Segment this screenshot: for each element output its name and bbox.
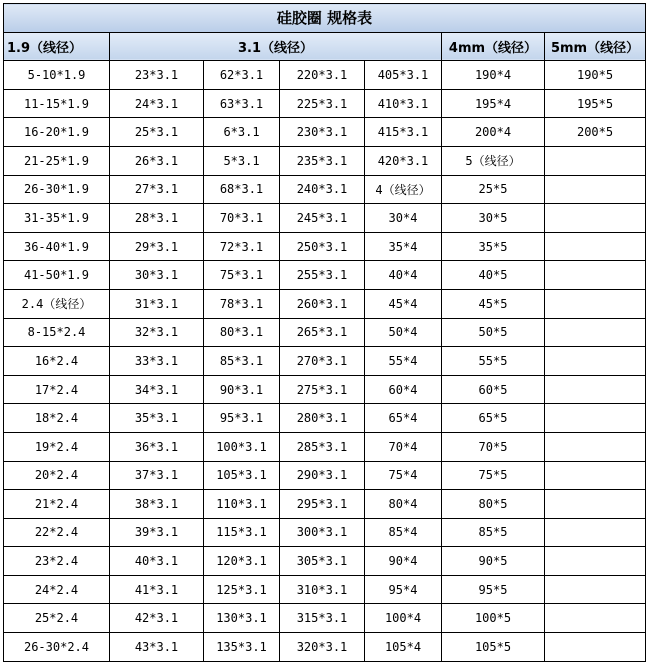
table-cell — [545, 175, 646, 204]
table-cell — [545, 547, 646, 576]
table-cell: 95*3.1 — [204, 404, 280, 433]
table-cell: 260*3.1 — [280, 289, 365, 318]
table-cell: 41-50*1.9 — [4, 261, 110, 290]
table-cell: 72*3.1 — [204, 232, 280, 261]
table-cell: 17*2.4 — [4, 375, 110, 404]
table-row — [4, 289, 646, 318]
table-cell: 220*3.1 — [280, 61, 365, 90]
table-cell — [545, 318, 646, 347]
table-cell: 305*3.1 — [280, 547, 365, 576]
table-cell — [545, 404, 646, 433]
table-cell: 50*4 — [365, 318, 442, 347]
table-cell: 225*3.1 — [280, 89, 365, 118]
table-cell: 415*3.1 — [365, 118, 442, 147]
header-5mm-wire: 5mm（线径） — [545, 32, 646, 61]
table-row — [4, 347, 646, 376]
table-cell: 80*3.1 — [204, 318, 280, 347]
table-cell: 125*3.1 — [204, 575, 280, 604]
table-cell: 35*4 — [365, 232, 442, 261]
table-cell: 405*3.1 — [365, 61, 442, 90]
table-cell: 45*5 — [442, 289, 545, 318]
table-cell: 30*3.1 — [110, 261, 204, 290]
table-row — [4, 175, 646, 204]
table-cell: 16*2.4 — [4, 347, 110, 376]
table-cell: 135*3.1 — [204, 633, 280, 662]
table-cell — [545, 461, 646, 490]
table-cell: 24*2.4 — [4, 575, 110, 604]
table-cell: 70*3.1 — [204, 204, 280, 233]
table-cell: 105*4 — [365, 633, 442, 662]
header-4mm-wire: 4mm（线径） — [442, 32, 545, 61]
table-row — [4, 232, 646, 261]
table-cell — [545, 604, 646, 633]
spec-table-wrapper — [3, 3, 646, 662]
table-cell: 11-15*1.9 — [4, 89, 110, 118]
table-cell: 40*5 — [442, 261, 545, 290]
table-cell: 120*3.1 — [204, 547, 280, 576]
table-cell: 90*3.1 — [204, 375, 280, 404]
table-cell: 30*5 — [442, 204, 545, 233]
table-cell: 70*5 — [442, 432, 545, 461]
table-row — [4, 432, 646, 461]
table-row — [4, 146, 646, 175]
table-cell: 290*3.1 — [280, 461, 365, 490]
table-cell — [545, 146, 646, 175]
table-cell: 37*3.1 — [110, 461, 204, 490]
table-cell: 41*3.1 — [110, 575, 204, 604]
table-cell: 200*4 — [442, 118, 545, 147]
table-cell: 90*4 — [365, 547, 442, 576]
table-cell: 25*2.4 — [4, 604, 110, 633]
table-row — [4, 404, 646, 433]
table-cell: 85*5 — [442, 518, 545, 547]
table-cell: 245*3.1 — [280, 204, 365, 233]
table-cell: 200*5 — [545, 118, 646, 147]
table-cell: 130*3.1 — [204, 604, 280, 633]
table-cell: 21-25*1.9 — [4, 146, 110, 175]
table-row — [4, 461, 646, 490]
table-cell: 230*3.1 — [280, 118, 365, 147]
table-row — [4, 375, 646, 404]
table-cell: 5-10*1.9 — [4, 61, 110, 90]
table-cell: 190*5 — [545, 61, 646, 90]
table-cell: 265*3.1 — [280, 318, 365, 347]
table-cell: 295*3.1 — [280, 490, 365, 519]
table-cell: 85*4 — [365, 518, 442, 547]
table-cell: 250*3.1 — [280, 232, 365, 261]
table-cell: 85*3.1 — [204, 347, 280, 376]
table-cell — [545, 375, 646, 404]
table-cell: 275*3.1 — [280, 375, 365, 404]
table-cell: 60*4 — [365, 375, 442, 404]
table-cell: 110*3.1 — [204, 490, 280, 519]
table-cell: 55*5 — [442, 347, 545, 376]
table-cell: 95*4 — [365, 575, 442, 604]
table-cell: 19*2.4 — [4, 432, 110, 461]
table-cell: 75*5 — [442, 461, 545, 490]
table-cell: 23*2.4 — [4, 547, 110, 576]
table-cell: 26-30*1.9 — [4, 175, 110, 204]
table-cell: 38*3.1 — [110, 490, 204, 519]
table-cell: 285*3.1 — [280, 432, 365, 461]
table-cell: 60*5 — [442, 375, 545, 404]
table-cell — [545, 432, 646, 461]
table-cell: 43*3.1 — [110, 633, 204, 662]
table-cell: 40*4 — [365, 261, 442, 290]
table-cell — [545, 289, 646, 318]
table-row — [4, 318, 646, 347]
table-cell: 31-35*1.9 — [4, 204, 110, 233]
table-cell: 70*4 — [365, 432, 442, 461]
table-cell: 45*4 — [365, 289, 442, 318]
table-cell: 100*5 — [442, 604, 545, 633]
table-row — [4, 89, 646, 118]
table-cell: 78*3.1 — [204, 289, 280, 318]
table-cell: 95*5 — [442, 575, 545, 604]
table-row — [4, 575, 646, 604]
table-cell — [545, 347, 646, 376]
table-cell: 25*3.1 — [110, 118, 204, 147]
table-cell: 55*4 — [365, 347, 442, 376]
table-cell — [545, 633, 646, 662]
table-cell: 23*3.1 — [110, 61, 204, 90]
table-cell: 25*5 — [442, 175, 545, 204]
table-cell: 235*3.1 — [280, 146, 365, 175]
title-row — [4, 4, 646, 33]
table-row — [4, 633, 646, 662]
table-cell: 36-40*1.9 — [4, 232, 110, 261]
table-cell: 300*3.1 — [280, 518, 365, 547]
table-row — [4, 604, 646, 633]
table-cell: 35*3.1 — [110, 404, 204, 433]
table-cell: 115*3.1 — [204, 518, 280, 547]
table-cell: 190*4 — [442, 61, 545, 90]
table-row — [4, 118, 646, 147]
table-cell: 20*2.4 — [4, 461, 110, 490]
table-cell: 75*3.1 — [204, 261, 280, 290]
table-cell: 28*3.1 — [110, 204, 204, 233]
table-cell: 100*3.1 — [204, 432, 280, 461]
table-row — [4, 547, 646, 576]
table-cell: 420*3.1 — [365, 146, 442, 175]
table-cell: 75*4 — [365, 461, 442, 490]
table-cell: 195*4 — [442, 89, 545, 118]
table-cell: 35*5 — [442, 232, 545, 261]
header-row — [4, 32, 646, 61]
table-cell: 32*3.1 — [110, 318, 204, 347]
table-cell: 5*3.1 — [204, 146, 280, 175]
table-title: 硅胶圈 规格表 — [4, 4, 646, 33]
table-cell: 410*3.1 — [365, 89, 442, 118]
table-cell: 240*3.1 — [280, 175, 365, 204]
table-row — [4, 204, 646, 233]
table-cell — [545, 575, 646, 604]
table-cell: 80*4 — [365, 490, 442, 519]
table-row — [4, 61, 646, 90]
spec-table — [3, 3, 646, 662]
header-1-9-wire: 1.9（线径） — [4, 32, 110, 61]
table-cell: 90*5 — [442, 547, 545, 576]
table-cell — [545, 490, 646, 519]
table-cell: 63*3.1 — [204, 89, 280, 118]
table-cell: 50*5 — [442, 318, 545, 347]
table-cell: 4（线径） — [365, 175, 442, 204]
table-cell: 80*5 — [442, 490, 545, 519]
table-cell — [545, 232, 646, 261]
table-cell — [545, 261, 646, 290]
table-cell: 39*3.1 — [110, 518, 204, 547]
table-cell: 33*3.1 — [110, 347, 204, 376]
header-3-1-wire: 3.1（线径） — [110, 32, 442, 61]
table-cell: 5（线径） — [442, 146, 545, 175]
table-cell: 8-15*2.4 — [4, 318, 110, 347]
table-cell: 31*3.1 — [110, 289, 204, 318]
table-cell: 65*5 — [442, 404, 545, 433]
table-cell: 30*4 — [365, 204, 442, 233]
table-cell: 65*4 — [365, 404, 442, 433]
table-row — [4, 490, 646, 519]
table-cell: 36*3.1 — [110, 432, 204, 461]
table-cell: 280*3.1 — [280, 404, 365, 433]
table-cell: 195*5 — [545, 89, 646, 118]
table-cell: 26*3.1 — [110, 146, 204, 175]
table-cell: 29*3.1 — [110, 232, 204, 261]
table-cell: 6*3.1 — [204, 118, 280, 147]
table-cell: 315*3.1 — [280, 604, 365, 633]
table-cell: 24*3.1 — [110, 89, 204, 118]
table-cell: 18*2.4 — [4, 404, 110, 433]
table-cell: 2.4（线径） — [4, 289, 110, 318]
table-cell: 62*3.1 — [204, 61, 280, 90]
table-row — [4, 518, 646, 547]
table-cell: 21*2.4 — [4, 490, 110, 519]
table-cell: 26-30*2.4 — [4, 633, 110, 662]
table-cell: 255*3.1 — [280, 261, 365, 290]
table-cell — [545, 204, 646, 233]
table-cell: 22*2.4 — [4, 518, 110, 547]
table-cell: 310*3.1 — [280, 575, 365, 604]
table-cell — [545, 518, 646, 547]
table-cell: 40*3.1 — [110, 547, 204, 576]
table-row — [4, 261, 646, 290]
table-cell: 68*3.1 — [204, 175, 280, 204]
table-cell: 100*4 — [365, 604, 442, 633]
table-cell: 42*3.1 — [110, 604, 204, 633]
table-cell: 105*5 — [442, 633, 545, 662]
table-cell: 27*3.1 — [110, 175, 204, 204]
table-cell: 105*3.1 — [204, 461, 280, 490]
table-cell: 320*3.1 — [280, 633, 365, 662]
table-cell: 34*3.1 — [110, 375, 204, 404]
table-cell: 270*3.1 — [280, 347, 365, 376]
table-cell: 16-20*1.9 — [4, 118, 110, 147]
